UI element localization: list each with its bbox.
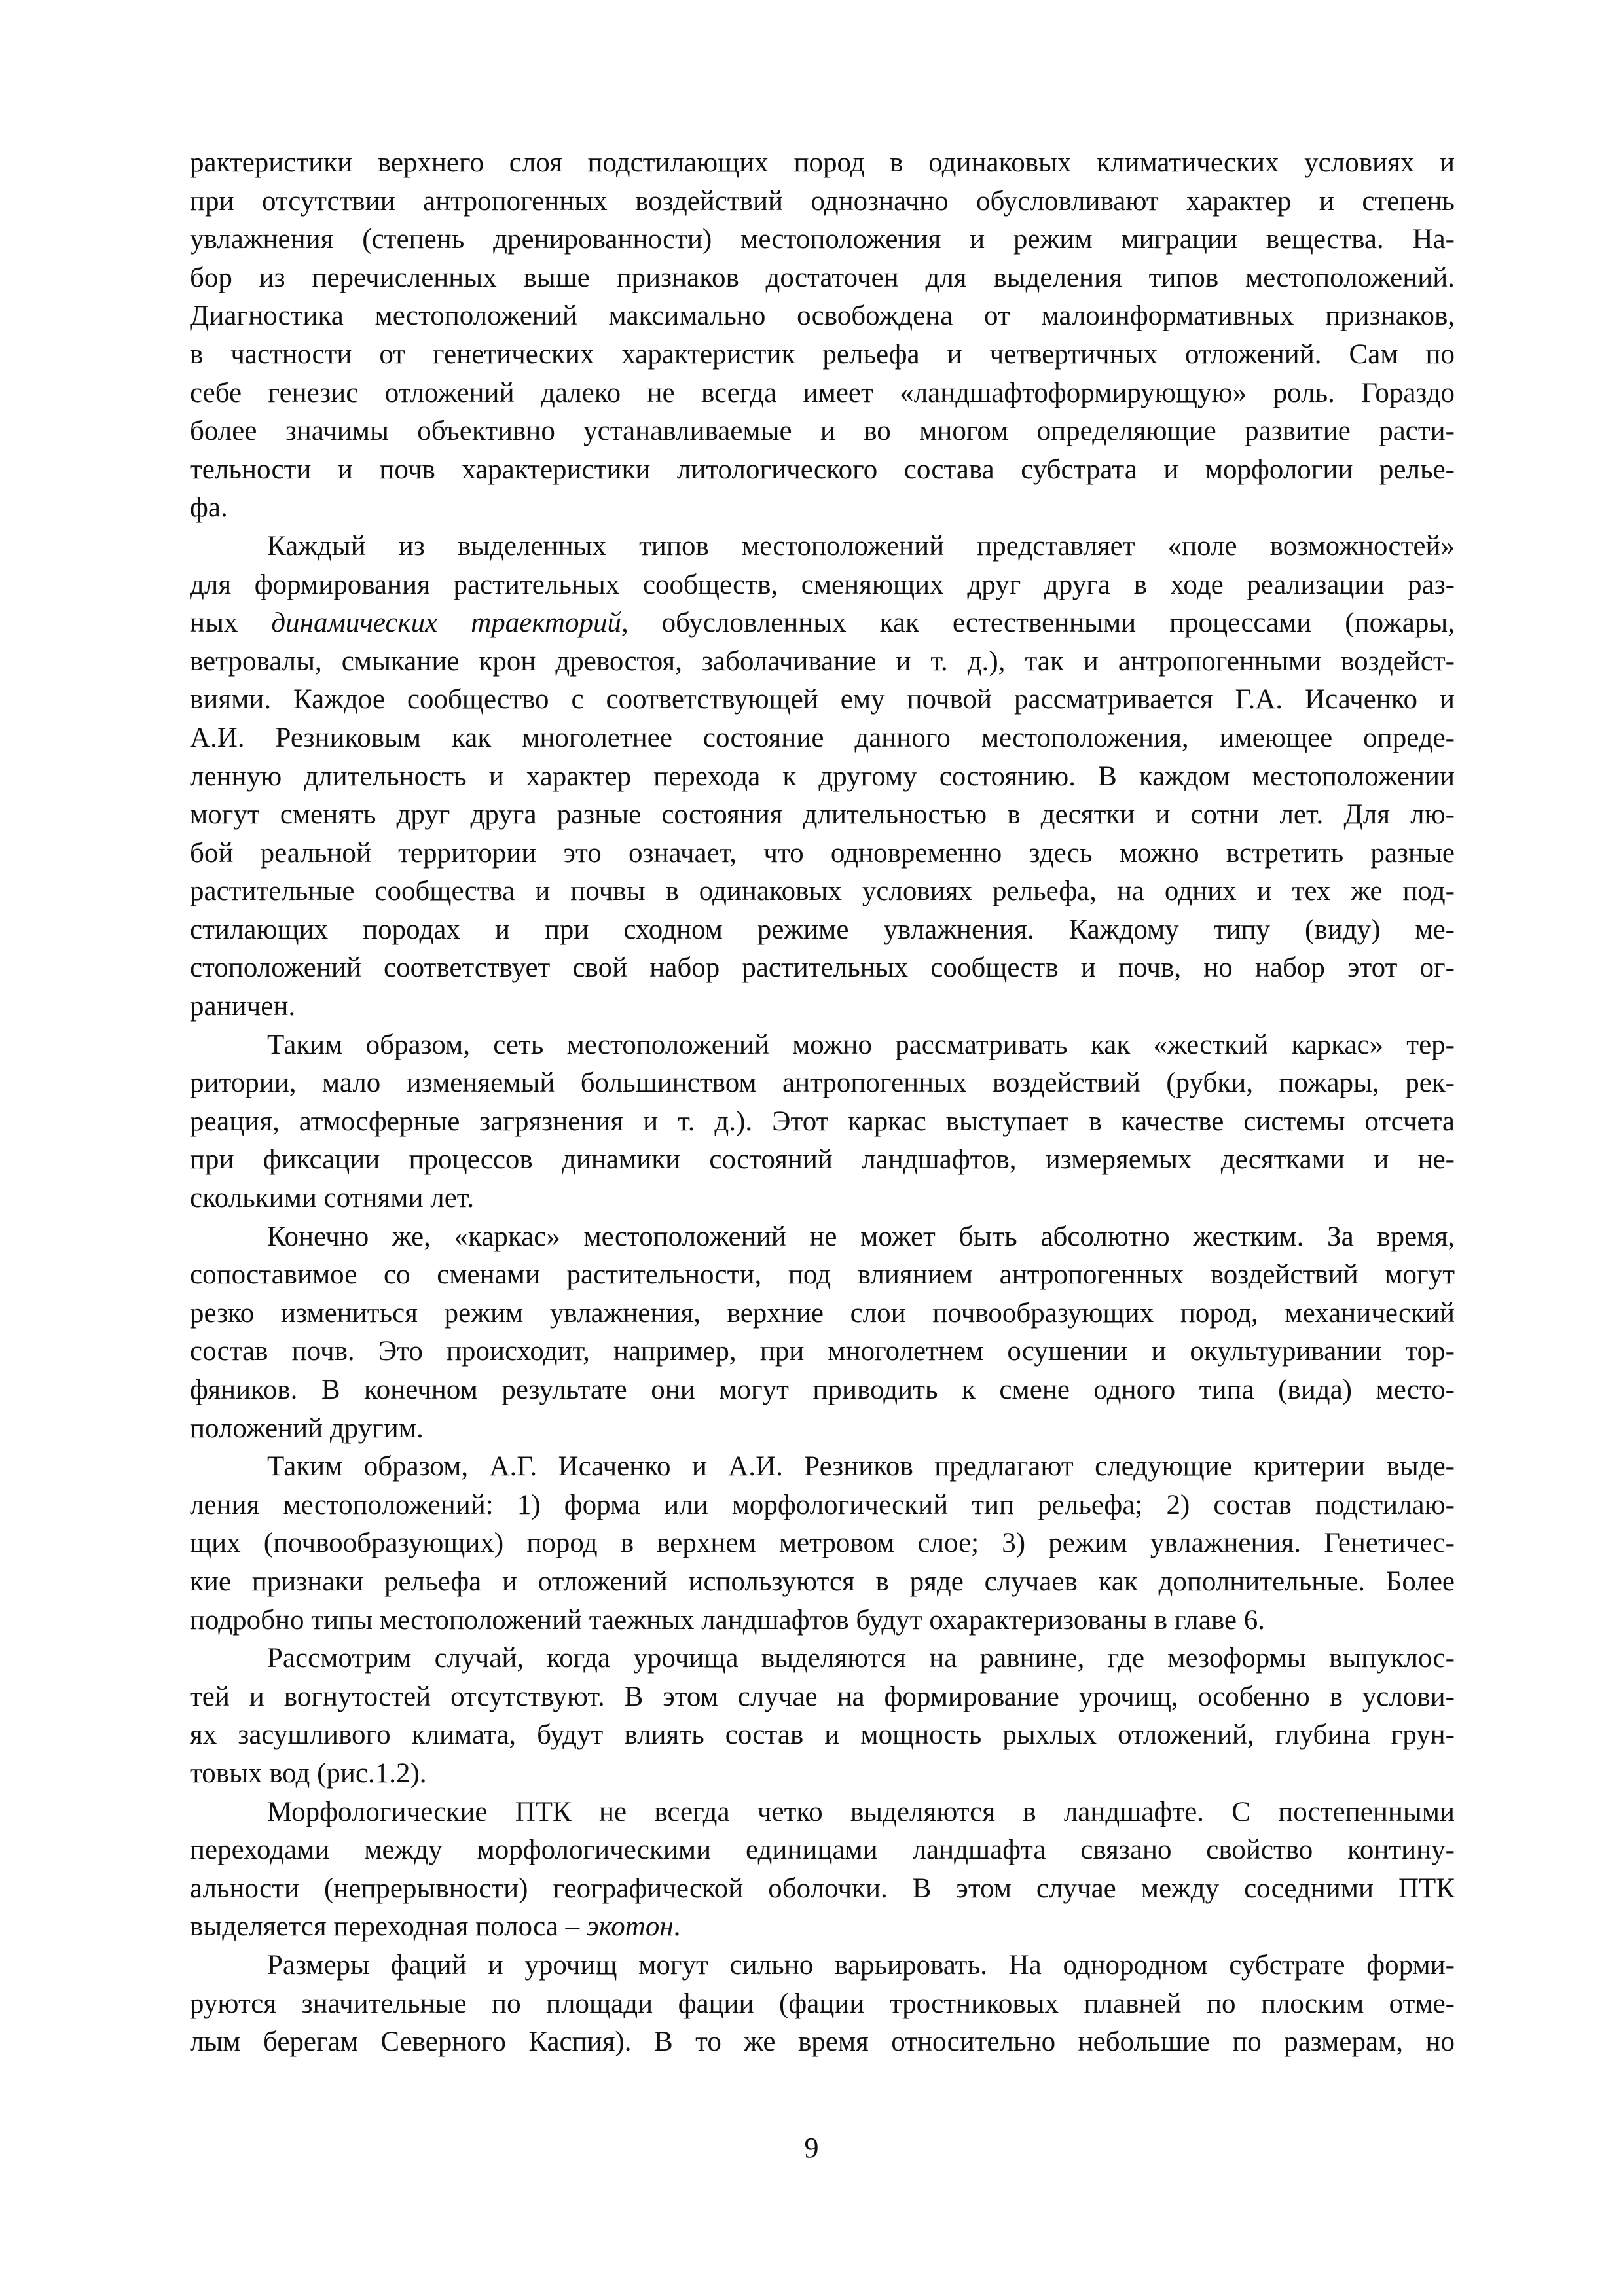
- paragraph-7: [190, 1793, 1455, 1946]
- text-line: могут сменять друг друга разные состояния длительностью в десятки и сотни лет. Для лю-: [190, 799, 1455, 831]
- text-line: ях засушливого климата, будут влиять состав и мощность рыхлых отложений, глубина грун-: [190, 1719, 1455, 1751]
- text-fragment: выделяется переходная полоса –: [190, 1911, 587, 1943]
- text-line: А.И. Резниковым как многолетнее состояние данного местоположения, имеющее опреде-: [190, 722, 1455, 753]
- text-line: при отсутствии антропогенных воздействий однозначно обусловливают характер и степень: [190, 185, 1455, 217]
- text-line: сопоставимое со сменами растительности, под влиянием антропогенных воздействий могут: [190, 1259, 1455, 1291]
- paragraph-6: [190, 1640, 1455, 1793]
- text-line: Таким образом, сеть местоположений можно рассматривать как «жесткий каркас» тер-: [267, 1029, 1455, 1060]
- text-line: резко измениться режим увлажнения, верхние слои почвообразующих пород, механический: [190, 1297, 1455, 1329]
- text-line: ленную длительность и характер перехода к другому состоянию. В каждом местоположении: [190, 761, 1455, 792]
- text-line: Морфологические ПТК не всегда четко выделяются в ландшафте. С постепенными: [267, 1796, 1455, 1827]
- paragraph-8: [190, 1946, 1455, 2062]
- text-line: ветровалы, смыкание крон древостоя, заболачивание и т. д.), так и антропогенными воздейст-: [190, 645, 1455, 677]
- text-line: положений другим.: [190, 1412, 424, 1444]
- text-line: фа.: [190, 492, 228, 524]
- text-line: ритории, мало изменяемый большинством антропогенных воздействий (рубки, пожары, рек-: [190, 1067, 1455, 1099]
- text-line: растительные сообщества и почвы в одинаковых условиях рельефа, на одних и тех же под-: [190, 876, 1455, 907]
- text-fragment: .: [673, 1911, 681, 1943]
- text-fragment: ных: [190, 607, 272, 639]
- document-page: [190, 144, 1455, 2062]
- text-fragment: обусловленных как естественными процессами (пожары,: [628, 607, 1455, 639]
- text-line: Диагностика местоположений максимально освобождена от малоинформативных признаков,: [190, 300, 1455, 332]
- text-line: более значимы объективно устанавливаемые и во многом определяющие развитие расти-: [190, 416, 1455, 447]
- text-line-mixed: [190, 1908, 1455, 1946]
- italic-term: динамических траекторий,: [271, 607, 629, 639]
- text-line: себе генезис отложений далеко не всегда имеет «ландшафтоформирующую» роль. Гораздо: [190, 377, 1455, 408]
- text-line: кие признаки рельефа и отложений используются в ряде случаев как дополнительные. Более: [190, 1566, 1455, 1597]
- text-line: Таким образом, А.Г. Исаченко и А.И. Резников предлагают следующие критерии выде-: [267, 1451, 1455, 1482]
- text-line: руются значительные по площади фации (фации тростниковых плавней по плоским отме-: [190, 1988, 1455, 2019]
- text-line: тельности и почв характеристики литологического состава субстрата и морфологии релье-: [190, 454, 1455, 485]
- text-line: стилающих породах и при сходном режиме увлажнения. Каждому типу (виду) ме-: [190, 914, 1455, 945]
- text-line: ления местоположений: 1) форма или морфологический тип рельефа; 2) состав подстилаю-: [190, 1489, 1455, 1520]
- text-line: виями. Каждое сообщество с соответствующей ему почвой рассматривается Г.А. Исаченко и: [190, 684, 1455, 715]
- text-line: состав почв. Это происходит, например, при многолетнем осушении и окультуривании тор-: [190, 1336, 1455, 1367]
- text-line: увлажнения (степень дренированности) местоположения и режим миграции вещества. На-: [190, 224, 1455, 255]
- text-line: раничен.: [190, 991, 296, 1022]
- text-line-mixed: [190, 604, 1455, 643]
- text-line: подробно типы местоположений таежных ландшафтов будут охарактеризованы в главе 6.: [190, 1604, 1265, 1636]
- text-line: в частности от генетических характеристик рельефа и четвертичных отложений. Сам по: [190, 338, 1455, 370]
- italic-term: экотон: [586, 1911, 674, 1943]
- page-number: 9: [804, 2132, 819, 2164]
- paragraph-4: [190, 1218, 1455, 1448]
- text-line: Размеры фаций и урочищ могут сильно варьировать. На однородном субстрате форми-: [267, 1949, 1455, 1981]
- paragraph-1: [190, 144, 1455, 528]
- text-line: тей и вогнутостей отсутствуют. В этом случае на формирование урочищ, особенно в услови-: [190, 1681, 1455, 1712]
- text-line: Конечно же, «каркас» местоположений не может быть абсолютно жестким. За время,: [267, 1221, 1455, 1252]
- text-line: переходами между морфологическими единицами ландшафта связано свойство контину-: [190, 1835, 1455, 1866]
- text-line: щих (почвообразующих) пород в верхнем метровом слое; 3) режим увлажнения. Генетичес-: [190, 1528, 1455, 1559]
- text-line: реация, атмосферные загрязнения и т. д.). Этот каркас выступает в качестве системы отсчета: [190, 1105, 1455, 1137]
- text-line: Рассмотрим случай, когда урочища выделяются на равнине, где мезоформы выпуклос-: [267, 1643, 1455, 1674]
- text-line: рактеристики верхнего слоя подстилающих пород в одинаковых климатических условиях и: [190, 147, 1455, 178]
- text-line: фяников. В конечном результате они могут приводить к смене одного типа (вида) место-: [190, 1374, 1455, 1405]
- text-line: Каждый из выделенных типов местоположений представляет «поле возможностей»: [267, 530, 1455, 562]
- text-line: бор из перечисленных выше признаков достаточен для выделения типов местоположений.: [190, 262, 1455, 293]
- text-line: лым берегам Северного Каспия). В то же время относительно небольшие по размерам, но: [190, 2026, 1455, 2058]
- text-line: товых вод (рис.1.2).: [190, 1757, 427, 1789]
- paragraph-3: [190, 1026, 1455, 1218]
- paragraph-5: [190, 1448, 1455, 1640]
- text-line: сколькими сотнями лет.: [190, 1183, 475, 1214]
- text-line: бой реальной территории это означает, что одновременно здесь можно встретить разные: [190, 837, 1455, 869]
- text-line: альности (непрерывности) географической оболочки. В этом случае между соседними ПТК: [190, 1873, 1455, 1904]
- text-line: при фиксации процессов динамики состояний ландшафтов, измеряемых десятками и не-: [190, 1144, 1455, 1175]
- text-line: для формирования растительных сообществ, сменяющих друг друга в ходе реализации раз-: [190, 569, 1455, 600]
- text-line: стоположений соответствует свой набор растительных сообществ и почв, но набор этот ог-: [190, 952, 1455, 984]
- paragraph-2: [190, 528, 1455, 1026]
